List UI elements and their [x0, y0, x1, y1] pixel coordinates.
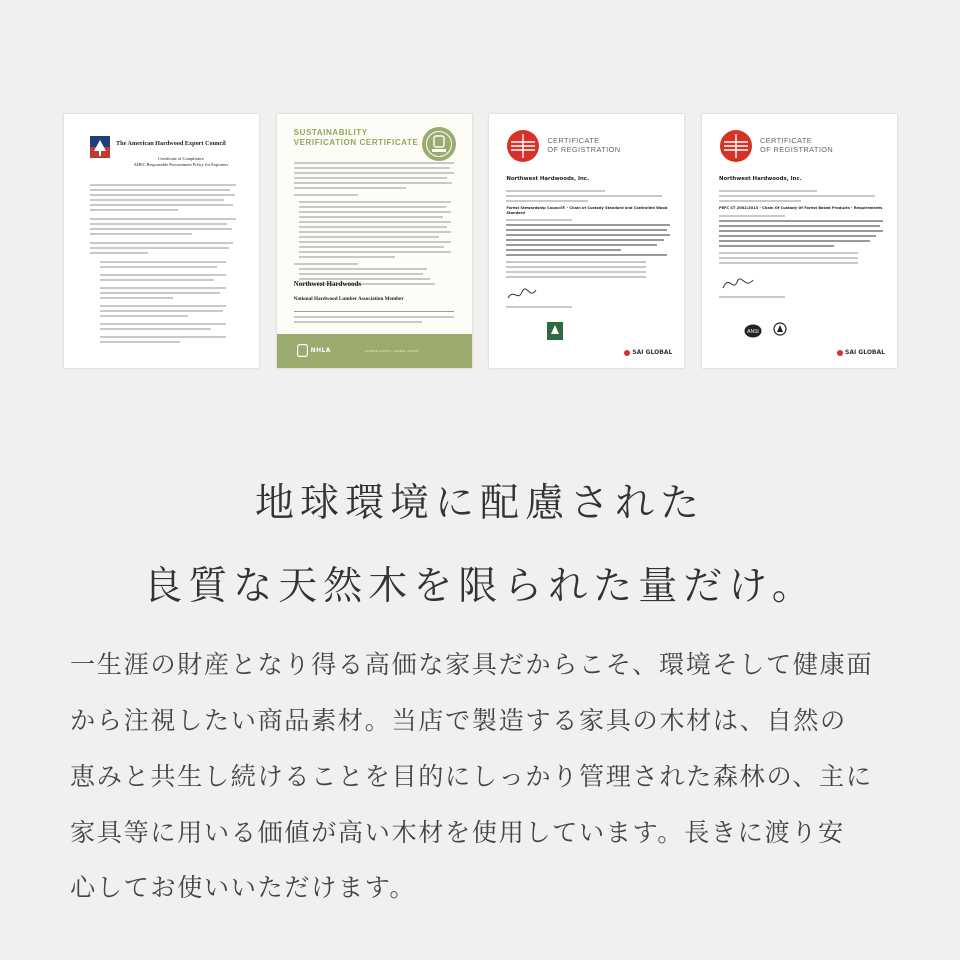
- sai-fsc-title-2: OF REGISTRATION: [547, 145, 621, 155]
- certificate-gallery: [64, 114, 897, 368]
- sai-fsc-company: Northwest Hardwoods, Inc.: [506, 176, 590, 182]
- nhla-certificate: [277, 114, 472, 368]
- sai-fsc-footer: [624, 349, 672, 356]
- sai-pefc-title: [760, 136, 833, 155]
- sai-global-logo-icon: [505, 128, 541, 164]
- signature-icon: [506, 286, 546, 302]
- sai-pefc-body: [719, 184, 883, 301]
- ahec-title: The American Hardwood Export Council: [116, 140, 226, 147]
- sai-fsc-certificate: [489, 114, 684, 368]
- ahec-subtitle-1: Certificate of Compliance: [158, 156, 204, 161]
- sai-pefc-company: Northwest Hardwoods, Inc.: [718, 176, 802, 182]
- body-line-2: から注視したい商品素材。当店で製造する家具の木材は、自然の: [70, 706, 847, 735]
- nhla-footer: [277, 334, 472, 368]
- ahec-subtitle-2: AHEC Responsible Procurement Policy for Exporters: [133, 162, 229, 167]
- sai-fsc-title: [547, 136, 620, 155]
- heading-line-1: 地球環境に配慮された: [254, 481, 705, 526]
- ahec-subtitle: [116, 156, 246, 168]
- svg-text:ANSI: ANSI: [747, 329, 759, 335]
- pefc-logo-icon: [772, 322, 788, 340]
- ansi-logo-icon: [744, 324, 762, 338]
- nhla-footer-logo-icon: [297, 344, 308, 357]
- fsc-logo-icon: [547, 322, 563, 340]
- nhla-title: [294, 128, 419, 148]
- nhla-footer-tagline: STRONG ROOTS. GLOBAL REACH.: [364, 349, 420, 353]
- signature-icon: [719, 274, 759, 292]
- nhla-title-2: VERIFICATION CERTIFICATE: [293, 138, 419, 147]
- sai-pefc-footer: [837, 349, 885, 356]
- sai-fsc-body: [506, 184, 670, 311]
- sai-pefc-title-2: OF REGISTRATION: [759, 145, 834, 155]
- sai-pefc-standard: PEFC ST 2002:2013 - Chain Of Custody Of Forest Based Products - Requirements: [718, 206, 883, 210]
- sai-fsc-title-1: CERTIFICATE: [547, 136, 600, 145]
- nhla-body-text: [294, 162, 454, 288]
- sai-fsc-standard: Forest Stewardship Council® - Chain of Custody Standard and Controlled Wood Standard: [506, 206, 668, 215]
- body-line-1: 一生涯の財産となり得る高価な家具だからこそ、環境そして健康面: [70, 650, 874, 679]
- nhla-seal-icon: [421, 126, 457, 162]
- nhla-member: National Hardwood Lumber Association Member: [293, 296, 404, 302]
- body-line-4: 家具等に用いる価値が高い木材を使用しています。長きに渡り安: [70, 818, 845, 847]
- heading-line-2: 良質な天然木を限られた量だけ。: [143, 564, 817, 609]
- nhla-footer-logo: NHLA: [310, 347, 331, 354]
- nhla-signatures: [294, 311, 454, 326]
- body-line-3: 恵みと共生し続けることを目的にしっかり管理された森林の、主に: [70, 762, 873, 791]
- sai-global-logo-icon: [718, 128, 754, 164]
- sai-pefc-certificate: [702, 114, 897, 368]
- ahec-body-text: [90, 184, 236, 346]
- nhla-company: Northwest Hardwoods: [293, 280, 362, 288]
- sai-fsc-footer-text: SAI GLOBAL: [632, 349, 673, 356]
- sai-pefc-title-1: CERTIFICATE: [759, 136, 813, 145]
- body-line-5: 心してお使いいただけます。: [70, 873, 417, 902]
- ahec-logo-icon: [90, 136, 110, 158]
- sai-pefc-footer-text: SAI GLOBAL: [845, 349, 885, 356]
- nhla-title-1: SUSTAINABILITY: [293, 128, 368, 137]
- ahec-certificate: [64, 114, 259, 368]
